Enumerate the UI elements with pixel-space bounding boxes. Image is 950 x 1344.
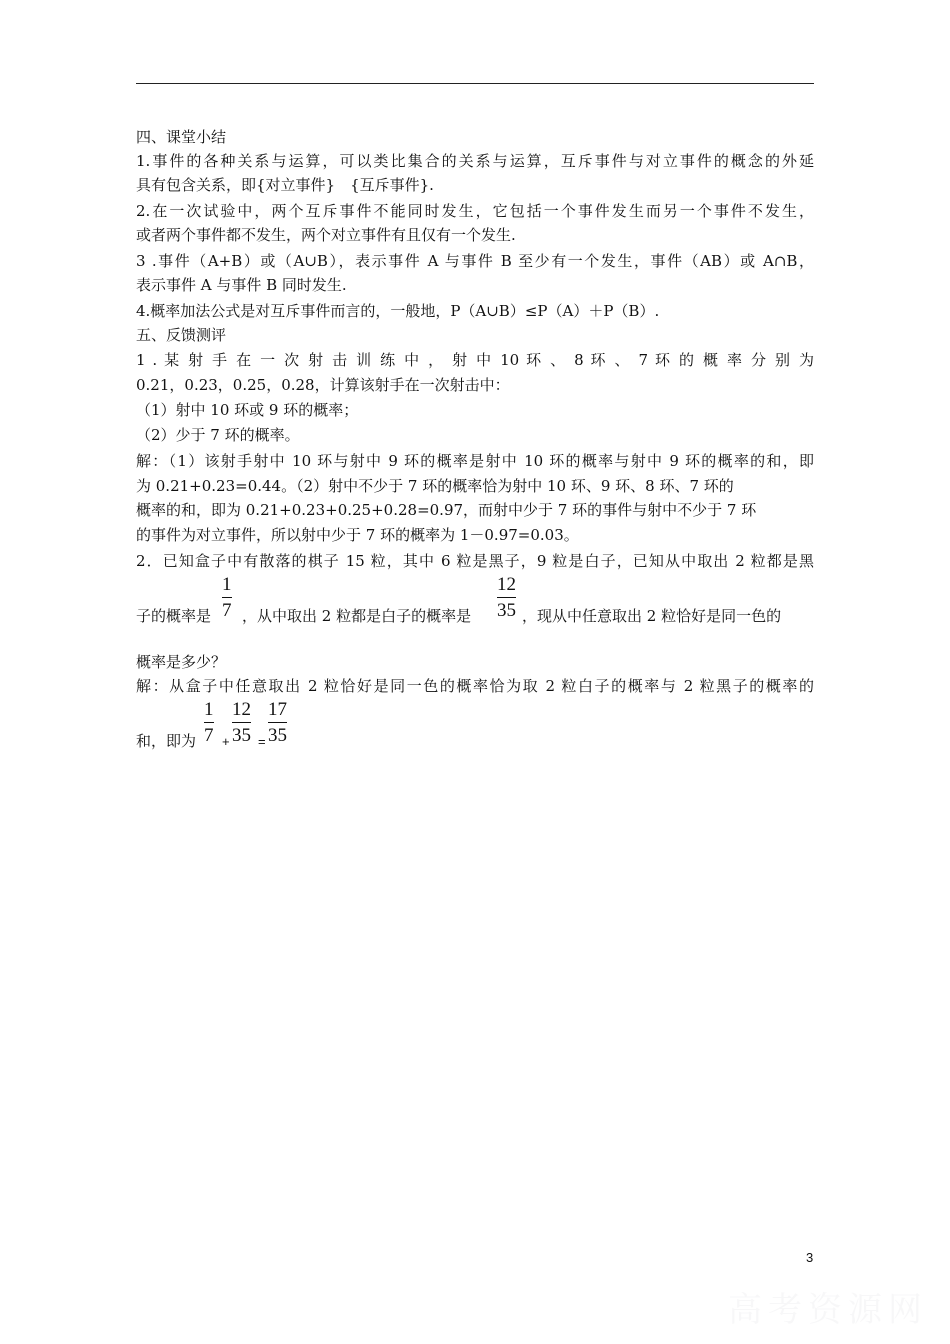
fraction-bar bbox=[497, 597, 516, 598]
equals-sign: = bbox=[258, 734, 266, 749]
fraction-seventeen-thirtyfifths bbox=[268, 700, 287, 746]
fraction-bar bbox=[268, 722, 287, 723]
fraction-one-seventh bbox=[222, 575, 232, 621]
fraction-denominator: 7 bbox=[204, 725, 214, 746]
fraction-denominator: 35 bbox=[268, 725, 287, 746]
fraction-numerator: 12 bbox=[232, 699, 251, 720]
summary-item-3-cont: 表示事件 A 与事件 B 同时发生. bbox=[136, 276, 347, 294]
problem-1-cont: 0.21，0.23，0.25，0.28，计算该射手在一次射击中： bbox=[136, 376, 510, 394]
problem-1-part-1: （1）射中 10 环或 9 环的概率； bbox=[136, 401, 359, 419]
summary-item-3: 3 .事件（A+B）或（A∪B），表示事件 A 与事件 B 至少有一个发生，事件（AB）或 A∩B， bbox=[136, 252, 814, 270]
solution-2-text: 和，即为 bbox=[136, 732, 197, 750]
problem-2: 2．已知盒子中有散落的棋子 15 粒，其中 6 粒是黑子，9 粒是白子，已知从中取出 2 粒都是黑 bbox=[136, 552, 814, 570]
summary-item-2-cont: 或者两个事件都不发生，两个对立事件有且仅有一个发生. bbox=[136, 226, 516, 244]
problem-2-text-c: ，现从中任意取出 2 粒恰好是同一色的 bbox=[522, 607, 782, 625]
solution-1: 解：（1）该射手射中 10 环与射中 9 环的概率是射中 10 环的概率与射中 9 环的概率的和，即 bbox=[136, 452, 814, 470]
fraction-bar bbox=[232, 722, 251, 723]
solution-2: 解：从盒子中任意取出 2 粒恰好是同一色的概率恰为取 2 粒白子的概率与 2 粒黑子的概率的 bbox=[136, 677, 814, 695]
fraction-numerator: 1 bbox=[204, 699, 214, 720]
problem-2-cont: 概率是多少？ bbox=[136, 653, 227, 671]
fraction-one-seventh bbox=[204, 700, 214, 746]
fraction-bar bbox=[204, 722, 214, 723]
fraction-denominator: 7 bbox=[222, 600, 232, 621]
fraction-denominator: 35 bbox=[497, 600, 516, 621]
fraction-twelve-thirtyfifths bbox=[232, 700, 251, 746]
fraction-numerator: 17 bbox=[268, 699, 287, 720]
summary-item-4: 4.概率加法公式是对互斥事件而言的，一般地，P（A∪B）≤P（A）＋P（B）. bbox=[136, 302, 660, 320]
solution-1-cont-3: 的事件为对立事件，所以射中少于 7 环的概率为 1－0.97=0.03。 bbox=[136, 526, 579, 544]
fraction-numerator: 12 bbox=[497, 574, 516, 595]
problem-2-text-a: 子的概率是 bbox=[136, 607, 212, 625]
problem-2-text-b: ，从中取出 2 粒都是白子的概率是 bbox=[242, 607, 472, 625]
problem-1: 1 . 某 射 手 在 一 次 射 击 训 练 中 ， 射 中 10 环 、 8 环 、 7 环 的 概 率 分 别 为 bbox=[136, 351, 814, 369]
page-number: 3 bbox=[806, 1250, 814, 1265]
plus-sign: + bbox=[222, 734, 230, 749]
summary-item-1-cont: 具有包含关系，即{对立事件} {互斥事件}. bbox=[136, 176, 434, 194]
solution-1-cont-2: 概率的和，即为 0.21+0.23+0.25+0.28=0.97，而射中少于 7 环的事件与射中不少于 7 环 bbox=[136, 501, 757, 519]
fraction-twelve-thirtyfifths bbox=[497, 575, 516, 621]
problem-1-part-2: （2）少于 7 环的概率。 bbox=[136, 426, 300, 444]
solution-1-cont-1: 为 0.21+0.23=0.44。（2）射中不少于 7 环的概率恰为射中 10 环、9 环、8 环、7 环的 bbox=[136, 477, 734, 495]
summary-item-1: 1.事件的各种关系与运算，可以类比集合的关系与运算，互斥事件与对立事件的概念的外延 bbox=[136, 152, 814, 170]
fraction-bar bbox=[222, 597, 232, 598]
fraction-denominator: 35 bbox=[232, 725, 251, 746]
section-title-feedback: 五、反馈测评 bbox=[136, 326, 227, 344]
fraction-numerator: 1 bbox=[222, 574, 232, 595]
section-title-summary: 四、课堂小结 bbox=[136, 128, 227, 146]
summary-item-2: 2.在一次试验中，两个互斥事件不能同时发生，它包括一个事件发生而另一个事件不发生， bbox=[136, 202, 814, 220]
watermark: 高考资源网 bbox=[728, 1290, 928, 1330]
header-rule bbox=[136, 83, 814, 84]
